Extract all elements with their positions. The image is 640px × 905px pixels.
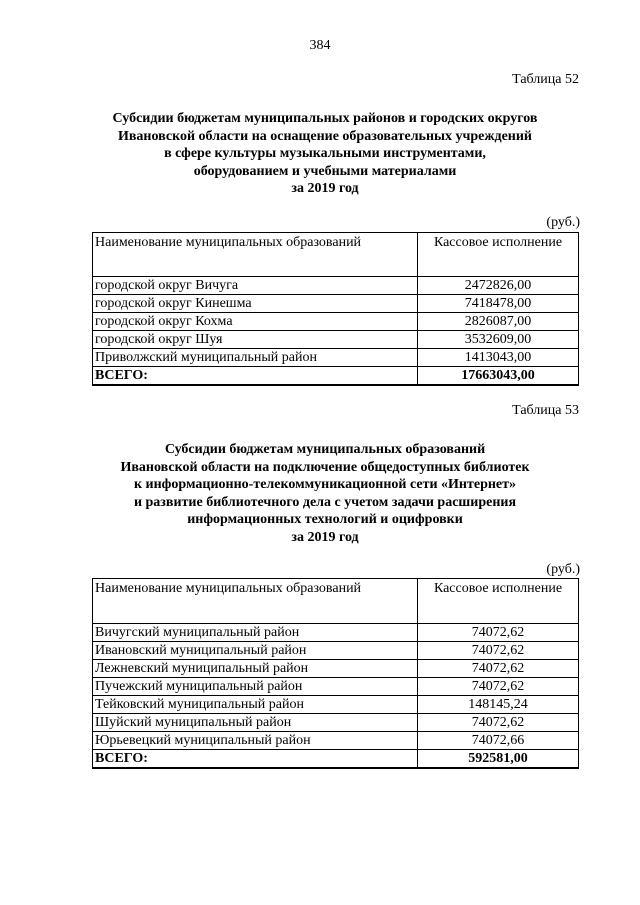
- table-row: [93, 349, 579, 367]
- total-value: 592581,00: [418, 750, 579, 769]
- table-52-label: Таблица 52: [512, 72, 579, 87]
- column-header-value: Кассовое исполнение: [418, 233, 579, 277]
- table-row: [93, 277, 579, 295]
- table-row: [93, 660, 579, 678]
- row-name: Пучежский муниципальный район: [93, 678, 418, 696]
- title-line: Ивановской области на подключение общедоступных библиотек: [120, 459, 530, 475]
- title-line: Субсидии бюджетам муниципальных районов и городских округов: [112, 111, 538, 126]
- row-name: Приволжский муниципальный район: [93, 349, 418, 367]
- row-name: Шуйский муниципальный район: [93, 714, 418, 732]
- row-value: 74072,62: [418, 660, 579, 678]
- row-name: городской округ Кохма: [93, 313, 418, 331]
- row-name: городской округ Кинешма: [93, 295, 418, 313]
- title-line: к информационно-телекоммуникационной сети «Интернет»: [133, 477, 517, 492]
- row-name: городской округ Шуя: [93, 331, 418, 349]
- page-number: 384: [309, 38, 331, 53]
- row-name: городской округ Вичуга: [93, 277, 418, 295]
- table-row: [93, 624, 579, 642]
- row-value: 7418478,00: [418, 295, 579, 313]
- row-value: 74072,62: [418, 624, 579, 642]
- table-row: [93, 313, 579, 331]
- title-line: информационных технологий и оцифровки: [187, 512, 463, 527]
- row-value: 74072,62: [418, 714, 579, 732]
- table-52: [92, 232, 579, 386]
- total-row: [93, 750, 579, 769]
- row-value: 74072,62: [418, 642, 579, 660]
- table-53-label: Таблица 53: [512, 403, 579, 418]
- table-row: [93, 678, 579, 696]
- table-row: [93, 642, 579, 660]
- column-header-value: Кассовое исполнение: [418, 579, 579, 624]
- total-value: 17663043,00: [418, 367, 579, 386]
- table-53-unit: (руб.): [546, 562, 580, 577]
- table-row: [93, 295, 579, 313]
- title-line: Ивановской области на оснащение образовательных учреждений: [117, 128, 533, 144]
- row-name: Юрьевецкий муниципальный район: [93, 732, 418, 750]
- title-line: за 2019 год: [291, 181, 359, 196]
- row-name: Лежневский муниципальный район: [93, 660, 418, 678]
- table-row: [93, 732, 579, 750]
- title-line: и развитие библиотечного дела с учетом задачи расширения: [133, 494, 517, 510]
- row-value: 74072,66: [418, 732, 579, 750]
- row-value: 3532609,00: [418, 331, 579, 349]
- total-label: ВСЕГО:: [93, 750, 418, 769]
- column-header-name: Наименование муниципальных образований: [93, 579, 418, 624]
- title-line: оборудованием и учебными материалами: [193, 163, 457, 179]
- table-row: [93, 714, 579, 732]
- table-row: [93, 696, 579, 714]
- total-row: [93, 367, 579, 386]
- title-line: за 2019 год: [291, 529, 359, 545]
- row-value: 74072,62: [418, 678, 579, 696]
- table-52-unit: (руб.): [546, 215, 580, 230]
- row-name: Вичугский муниципальный район: [93, 624, 418, 642]
- title-line: Субсидии бюджетам муниципальных образований: [164, 442, 486, 457]
- table-52-title: [60, 110, 590, 198]
- row-name: Тейковский муниципальный район: [93, 696, 418, 714]
- column-header-name: Наименование муниципальных образований: [93, 233, 418, 277]
- row-value: 1413043,00: [418, 349, 579, 367]
- row-value: 2826087,00: [418, 313, 579, 331]
- title-line: в сфере культуры музыкальными инструментами,: [164, 146, 486, 161]
- row-value: 148145,24: [418, 696, 579, 714]
- header-row: [93, 233, 579, 277]
- table-53-title: [60, 441, 590, 546]
- header-row: [93, 579, 579, 624]
- row-value: 2472826,00: [418, 277, 579, 295]
- row-name: Ивановский муниципальный район: [93, 642, 418, 660]
- table-row: [93, 331, 579, 349]
- total-label: ВСЕГО:: [93, 367, 418, 386]
- table-53: [92, 578, 579, 769]
